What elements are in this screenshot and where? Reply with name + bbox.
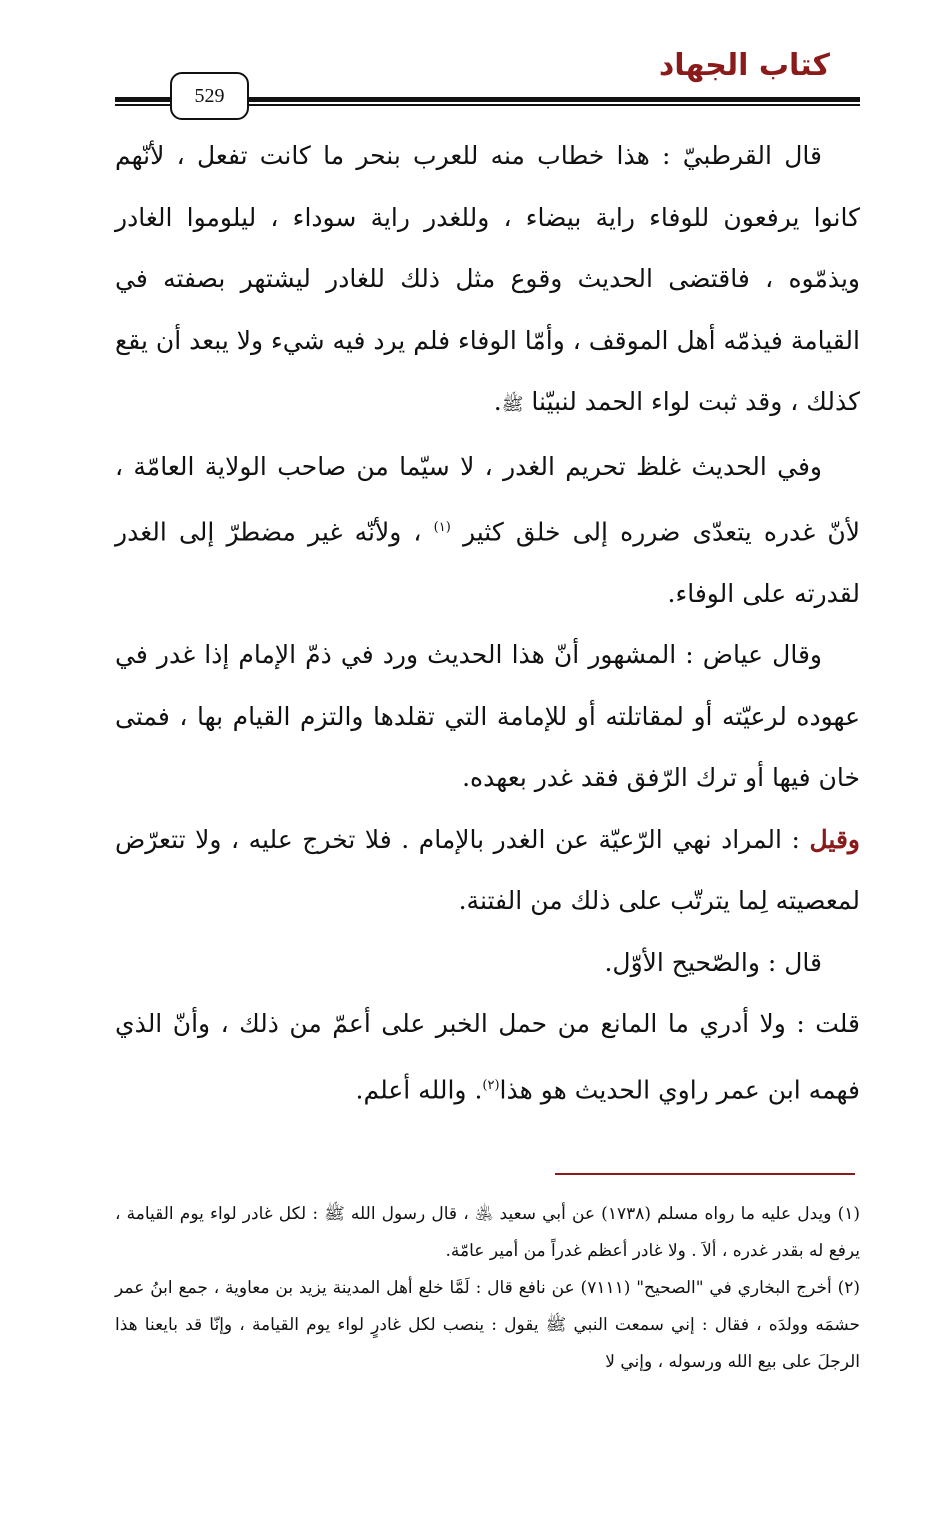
salutation-symbol: ﷺ xyxy=(501,394,524,415)
page-number: 529 xyxy=(194,84,225,107)
paragraph-1-end: . xyxy=(493,387,502,416)
paragraph-2-text: وفي الحديث غلظ تحريم الغدر ، لا سيّما من صاحب الولاية العامّة ، لأنّ غدره يتعدّى ضرره إلى خلق كثير xyxy=(115,451,861,547)
paragraph-3: وقال عياض : المشهور أنّ هذا الحديث ورد في ذمّ الإمام إذا غدر في عهوده لرعيّته أو لمقاتلته أو للإمامة التي تقلدها والتزم القيام بها ، فمتى خان فيها أو ترك الرّفق فقد غدر بعهده. xyxy=(115,640,860,793)
paragraph-6-text: قلت : ولا أدري ما المانع من حمل الخبر على أعمّ من ذلك ، وأنّ الذي فهمه ابن عمر راوي الحديث هو هذا xyxy=(115,1009,860,1105)
chapter-title: كتاب الجهاد xyxy=(658,48,830,83)
footnote-ref-1[interactable]: (١) xyxy=(433,520,451,535)
paragraph-5: قال : والصّحيح الأوّل. xyxy=(604,947,822,977)
paragraph-1-text: قال القرطبيّ : هذا خطاب منه للعرب بنحر ما كانت تفعل ، لأنّهم كانوا يرفعون للوفاء راية بيضاء ، وللغدر راية سوداء ، ليلوموا الغادر ويذمّوه ، فاقتضى الحديث وقوع مثل ذلك للغادر ليشتهر بصفته في القيامة فيذمّه أهل الموقف ، وأمّا الوفاء فلم يرد فيه شيء ولا يبعد أن يقع كذلك ، وقد ثبت لواء الحمد لنبيّنا xyxy=(115,141,860,416)
paragraph-4-text: : المراد نهي الرّعيّة عن الغدر بالإمام . فلا تخرج عليه ، ولا تتعرّض لمعصيته لِما يترتّب على ذلك من الفتنة. xyxy=(115,824,860,916)
footnote-ref-2[interactable]: (٢) xyxy=(482,1077,500,1093)
paragraph-2-rest: ، ولأنّه غير مضطرّ إلى الغدر لقدرته على الوفاء. xyxy=(115,517,860,608)
paragraph-6-rest: . والله أعلم. xyxy=(355,1075,483,1105)
footnote-2: (٢) أخرج البخاري في "الصحيح" (٧١١١) عن نافع قال : لَمَّا خلع أهل المدينة يزيد بن معاوية ، جمع ابنُ عمر حشمَه وولدَه ، فقال : إني سمعت النبي ﷺ يقول : ينصب لكل غادرٍ لواء يوم القيامة ، وإنّا قد بايعنا هذا الرجلَ على بيع الله ورسوله ، وإني لا xyxy=(115,1278,860,1372)
paragraph-2 xyxy=(115,436,860,625)
page-number-box xyxy=(170,72,249,120)
keyword-qila: وقيل xyxy=(809,824,860,854)
footnote-separator xyxy=(555,1173,855,1175)
paragraph-1 xyxy=(115,125,860,436)
main-text xyxy=(115,125,860,1121)
footnote-1: (١) ويدل عليه ما رواه مسلم (١٧٣٨) عن أبي سعيد ﵁ ، قال رسول الله ﷺ : لكل غادر لواء يوم القيامة ، يرفع له بقدر غدره ، ألاَ . ولا غادر أعظم غدراً من أمير عامّة. xyxy=(115,1204,860,1261)
paragraph-6 xyxy=(115,993,860,1120)
paragraph-4 xyxy=(115,809,860,932)
footnotes xyxy=(115,1196,860,1381)
